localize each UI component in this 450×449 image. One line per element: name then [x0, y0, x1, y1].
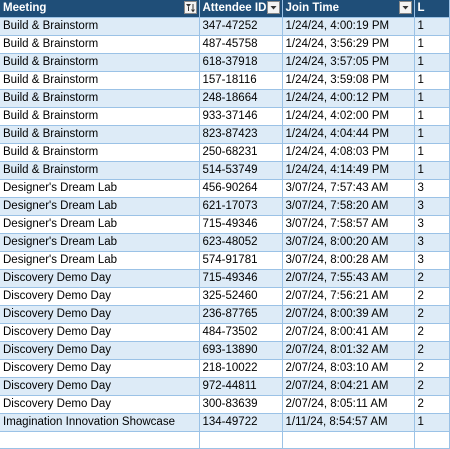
meeting-cell[interactable]: [0, 432, 199, 449]
attendee-id-cell[interactable]: 248-18664: [199, 90, 282, 108]
meeting-cell[interactable]: Build & Brainstorm: [0, 162, 199, 180]
attendee-id-cell[interactable]: 618-37918: [199, 54, 282, 72]
table-row: [0, 324, 449, 342]
meeting-cell[interactable]: Designer's Dream Lab: [0, 180, 199, 198]
join-time-cell[interactable]: 1/24/24, 4:02:00 PM: [282, 108, 414, 126]
join-time-cell[interactable]: 2/07/24, 8:00:39 AM: [282, 306, 414, 324]
table-row: [0, 90, 449, 108]
join-time-cell[interactable]: 3/07/24, 7:58:57 AM: [282, 216, 414, 234]
extra-cell[interactable]: 2: [414, 396, 449, 414]
filter-dropdown-icon[interactable]: [399, 1, 412, 14]
extra-cell[interactable]: 3: [414, 216, 449, 234]
column-header-label: Join Time: [285, 2, 339, 14]
table-row: [0, 180, 449, 198]
attendee-id-cell[interactable]: 823-87423: [199, 126, 282, 144]
meeting-cell[interactable]: Build & Brainstorm: [0, 18, 199, 36]
table-row: [0, 252, 449, 270]
extra-cell[interactable]: 2: [414, 360, 449, 378]
join-time-cell[interactable]: 2/07/24, 8:01:32 AM: [282, 342, 414, 360]
table-row: [0, 72, 449, 90]
attendee-id-cell[interactable]: 347-47252: [199, 18, 282, 36]
extra-cell[interactable]: 1: [414, 108, 449, 126]
attendee-id-cell[interactable]: [199, 432, 282, 449]
meeting-cell[interactable]: Build & Brainstorm: [0, 144, 199, 162]
column-header-meeting[interactable]: [0, 0, 199, 18]
meeting-cell[interactable]: Designer's Dream Lab: [0, 216, 199, 234]
attendee-id-cell[interactable]: 487-45758: [199, 36, 282, 54]
table-row: [0, 432, 449, 449]
meeting-cell[interactable]: Discovery Demo Day: [0, 324, 199, 342]
join-time-cell[interactable]: 1/24/24, 4:00:19 PM: [282, 18, 414, 36]
table-row: [0, 216, 449, 234]
meeting-cell[interactable]: Imagination Innovation Showcase: [0, 414, 199, 432]
join-time-cell[interactable]: 3/07/24, 7:58:20 AM: [282, 198, 414, 216]
table-body: [0, 18, 449, 449]
table-row: [0, 18, 449, 36]
join-time-cell[interactable]: 3/07/24, 7:57:43 AM: [282, 180, 414, 198]
column-header-label: Attendee ID: [202, 2, 267, 14]
table-row: [0, 126, 449, 144]
meeting-cell[interactable]: Discovery Demo Day: [0, 342, 199, 360]
extra-cell[interactable]: 1: [414, 162, 449, 180]
join-time-cell[interactable]: 2/07/24, 8:04:21 AM: [282, 378, 414, 396]
join-time-cell[interactable]: [282, 432, 414, 449]
attendee-id-cell[interactable]: 715-49346: [199, 270, 282, 288]
extra-cell[interactable]: 3: [414, 234, 449, 252]
join-time-cell[interactable]: 1/24/24, 4:04:44 PM: [282, 126, 414, 144]
meeting-cell[interactable]: Discovery Demo Day: [0, 270, 199, 288]
meeting-cell[interactable]: Designer's Dream Lab: [0, 252, 199, 270]
extra-cell[interactable]: 3: [414, 198, 449, 216]
attendee-id-cell[interactable]: 300-83639: [199, 396, 282, 414]
table-row: [0, 360, 449, 378]
join-time-cell[interactable]: 2/07/24, 7:55:43 AM: [282, 270, 414, 288]
table-row: [0, 144, 449, 162]
attendee-id-cell[interactable]: 933-37146: [199, 108, 282, 126]
header-row: [0, 0, 449, 18]
join-time-cell[interactable]: 2/07/24, 8:03:10 AM: [282, 360, 414, 378]
extra-cell[interactable]: 2: [414, 288, 449, 306]
extra-cell[interactable]: 1: [414, 54, 449, 72]
meeting-cell[interactable]: Discovery Demo Day: [0, 360, 199, 378]
join-time-cell[interactable]: 1/11/24, 8:54:57 AM: [282, 414, 414, 432]
attendee-id-cell[interactable]: 623-48052: [199, 234, 282, 252]
column-header-label: Meeting: [3, 2, 47, 14]
table-row: [0, 162, 449, 180]
join-time-cell[interactable]: 1/24/24, 3:57:05 PM: [282, 54, 414, 72]
table-row: [0, 198, 449, 216]
attendee-id-cell[interactable]: 325-52460: [199, 288, 282, 306]
join-time-cell[interactable]: 3/07/24, 8:00:28 AM: [282, 252, 414, 270]
extra-cell[interactable]: 1: [414, 414, 449, 432]
attendee-id-cell[interactable]: 693-13890: [199, 342, 282, 360]
table-row: [0, 54, 449, 72]
meeting-cell[interactable]: Designer's Dream Lab: [0, 198, 199, 216]
table-row: [0, 378, 449, 396]
extra-cell[interactable]: 2: [414, 378, 449, 396]
table-row: [0, 306, 449, 324]
extra-cell[interactable]: 1: [414, 36, 449, 54]
extra-cell[interactable]: 3: [414, 252, 449, 270]
attendee-id-cell[interactable]: 574-91781: [199, 252, 282, 270]
extra-cell[interactable]: 1: [414, 126, 449, 144]
attendee-id-cell[interactable]: 157-18116: [199, 72, 282, 90]
attendee-id-cell[interactable]: 715-49346: [199, 216, 282, 234]
join-time-cell[interactable]: 1/24/24, 3:59:08 PM: [282, 72, 414, 90]
extra-cell[interactable]: 2: [414, 324, 449, 342]
meeting-cell[interactable]: Build & Brainstorm: [0, 108, 199, 126]
meeting-cell[interactable]: Discovery Demo Day: [0, 378, 199, 396]
join-time-cell[interactable]: 2/07/24, 7:56:21 AM: [282, 288, 414, 306]
meeting-cell[interactable]: Build & Brainstorm: [0, 72, 199, 90]
join-time-cell[interactable]: 2/07/24, 8:05:11 AM: [282, 396, 414, 414]
attendee-id-cell[interactable]: 236-87765: [199, 306, 282, 324]
join-time-cell[interactable]: 1/24/24, 4:08:03 PM: [282, 144, 414, 162]
meeting-cell[interactable]: Discovery Demo Day: [0, 306, 199, 324]
meeting-cell[interactable]: Designer's Dream Lab: [0, 234, 199, 252]
meeting-cell[interactable]: Build & Brainstorm: [0, 36, 199, 54]
extra-cell[interactable]: 1: [414, 18, 449, 36]
extra-cell[interactable]: 1: [414, 72, 449, 90]
attendee-id-cell[interactable]: 218-10022: [199, 360, 282, 378]
extra-cell[interactable]: [414, 432, 449, 449]
meeting-cell[interactable]: Build & Brainstorm: [0, 126, 199, 144]
join-time-cell[interactable]: 3/07/24, 8:00:20 AM: [282, 234, 414, 252]
meeting-cell[interactable]: Discovery Demo Day: [0, 396, 199, 414]
attendee-id-cell[interactable]: 456-90264: [199, 180, 282, 198]
table-row: [0, 396, 449, 414]
table-row: [0, 288, 449, 306]
sort-filter-icon[interactable]: [184, 1, 197, 14]
extra-cell[interactable]: 1: [414, 144, 449, 162]
join-time-cell[interactable]: 1/24/24, 3:56:29 PM: [282, 36, 414, 54]
table-row: [0, 108, 449, 126]
table-row: [0, 342, 449, 360]
extra-cell[interactable]: 2: [414, 270, 449, 288]
column-header-join-time[interactable]: [282, 0, 414, 18]
attendee-id-cell[interactable]: 514-53749: [199, 162, 282, 180]
table-row: [0, 36, 449, 54]
extra-cell[interactable]: 1: [414, 90, 449, 108]
column-header-attendee-id[interactable]: [199, 0, 282, 18]
join-time-cell[interactable]: 2/07/24, 8:00:41 AM: [282, 324, 414, 342]
attendee-id-cell[interactable]: 250-68231: [199, 144, 282, 162]
meeting-cell[interactable]: Discovery Demo Day: [0, 288, 199, 306]
table-row: [0, 270, 449, 288]
extra-cell[interactable]: 3: [414, 180, 449, 198]
filter-dropdown-icon[interactable]: [267, 1, 280, 14]
join-time-cell[interactable]: 1/24/24, 4:00:12 PM: [282, 90, 414, 108]
attendee-id-cell[interactable]: 972-44811: [199, 378, 282, 396]
attendee-id-cell[interactable]: 621-17073: [199, 198, 282, 216]
attendee-id-cell[interactable]: 134-49722: [199, 414, 282, 432]
column-header-label: L: [417, 2, 425, 14]
table-row: [0, 234, 449, 252]
table-row: [0, 414, 449, 432]
extra-cell[interactable]: 2: [414, 306, 449, 324]
meeting-cell[interactable]: Build & Brainstorm: [0, 54, 199, 72]
meeting-cell[interactable]: Build & Brainstorm: [0, 90, 199, 108]
attendee-id-cell[interactable]: 484-73502: [199, 324, 282, 342]
column-header-l[interactable]: [414, 0, 449, 18]
join-time-cell[interactable]: 1/24/24, 4:14:49 PM: [282, 162, 414, 180]
extra-cell[interactable]: 2: [414, 342, 449, 360]
